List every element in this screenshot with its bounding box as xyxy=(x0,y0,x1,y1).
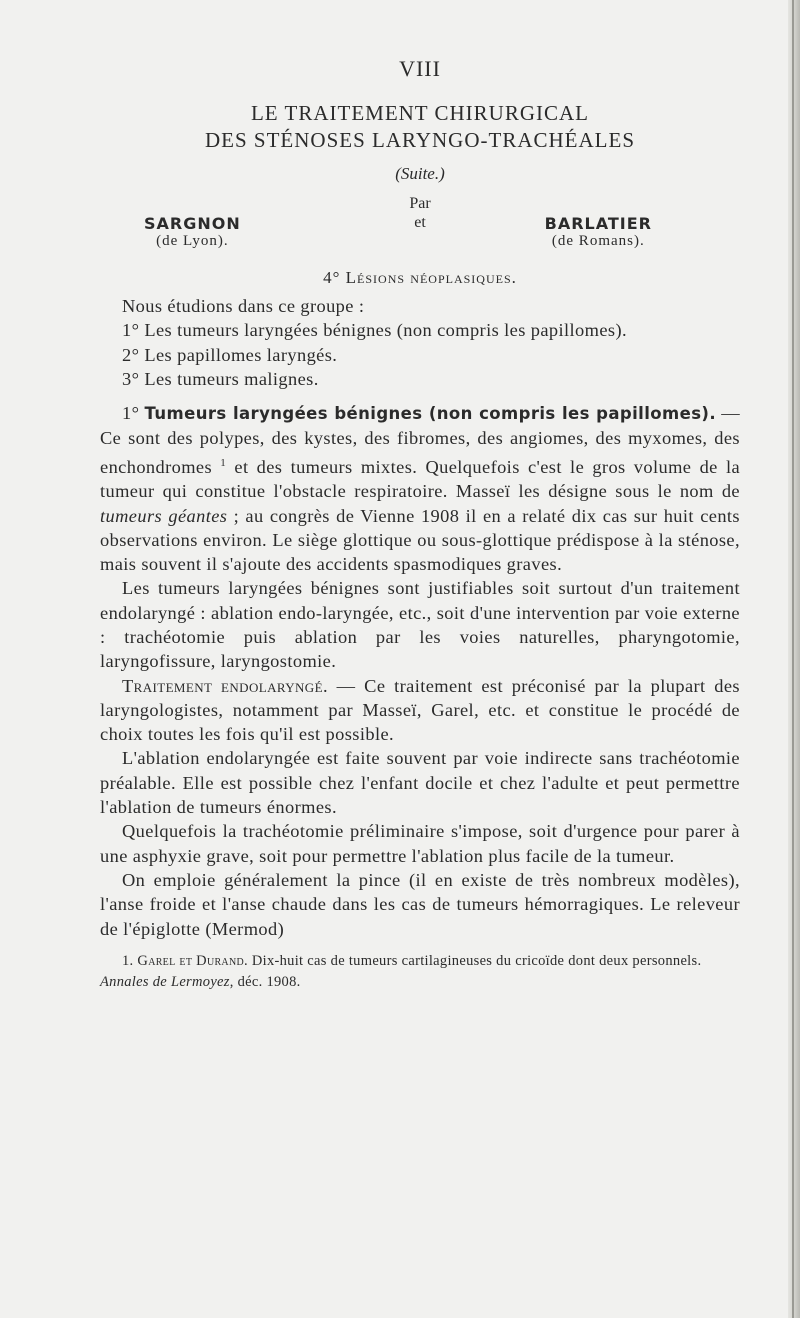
page-edge-line xyxy=(792,0,794,1318)
p1-text-a: — Ce sont des polypes, des kystes, des fibromes, des angiomes, des myxomes, des enchondromes xyxy=(100,403,740,477)
intro-lead: Nous étudions dans ce groupe : xyxy=(122,296,365,316)
title-line-1: LE TRAITEMENT CHIRURGICAL xyxy=(250,101,590,125)
et-label: et xyxy=(414,214,426,231)
author-barlatier xyxy=(545,214,652,250)
p3-heading: Traitement endolaryngé. xyxy=(122,675,328,696)
intro-item-3: 3° Les tumeurs malignes. xyxy=(122,368,319,389)
article-title xyxy=(100,100,740,154)
footnote-journal: Annales de Lermoyez xyxy=(100,973,230,990)
paragraph-benign-tumours xyxy=(100,401,740,576)
footnote-number: 1. xyxy=(122,952,134,969)
intro-item-1: 1° Les tumeurs laryngées bénignes (non compris les papillomes). xyxy=(122,320,627,341)
paragraph-endolaryngeal xyxy=(100,674,740,747)
p1-text-b: et des tumeurs mixtes. Quelquefois c'est le gros volume de la tumeur qui constitue l'obstacle respiratoire. Masseï les désigne sous le nom de xyxy=(100,456,741,502)
author-sargnon xyxy=(144,214,241,250)
par-label: Par xyxy=(409,195,431,212)
footnote-date: , déc. 1908. xyxy=(229,973,301,990)
p1-text-c: ; au congrès de Vienne 1908 il en a relaté dix cas sur huit cents observations environ. Le siège glottique ou sous-glottique prédispose à la sténose, mais souvent il s'ajoute des accidents spasmodiques graves. xyxy=(100,505,740,575)
authors-block xyxy=(100,194,740,254)
footnote-mark: 1 xyxy=(220,456,227,469)
paragraph-treatment-options: Les tumeurs laryngées bénignes sont justifiables soit surtout d'un traitement endolaryngé : ablation endo-laryngée, etc., soit d'une intervention par voie externe : trachéotomie puis ablation par les voies naturelles, pharyngotomie, laryngofissure, laryngostomie. xyxy=(100,578,740,672)
section-heading xyxy=(100,268,740,288)
author-place: (de Romans). xyxy=(551,233,645,249)
author-place: (de Lyon). xyxy=(156,233,229,249)
intro-item-2: 2° Les papillomes laryngés. xyxy=(122,344,338,365)
p1-number: 1° xyxy=(122,403,140,424)
author-name: BARLATIER xyxy=(544,214,652,233)
p3-text: — Ce traitement est préconisé par la plupart des laryngologistes, notamment par Masseï, Garel, etc. et constitue le procédé de choix toutes les fois qu'il est possible. xyxy=(100,675,740,745)
p1-heading: Tumeurs laryngées bénignes (non compris les papillomes). xyxy=(144,404,717,424)
page-number: VIII xyxy=(399,56,441,81)
footnote xyxy=(100,951,740,993)
footnote-authors: Garel et Durand. xyxy=(137,952,248,969)
page-content xyxy=(100,56,740,993)
p1-italic: tumeurs géantes xyxy=(100,505,228,526)
paragraph-tracheotomy: Quelquefois la trachéotomie préliminaire s'impose, soit d'urgence pour parer à une asphyxie grave, soit pour permettre l'ablation plus facile de la tumeur. xyxy=(100,821,740,866)
section-number: 4° xyxy=(323,268,341,287)
paragraph-instruments: On emploie généralement la pince (il en existe de très nombreux modèles), l'anse froide et l'anse chaude dans les cas de tumeurs hémorragiques. Le releveur de l'épiglotte (Mermod) xyxy=(100,869,740,939)
page-edge xyxy=(788,0,800,1318)
author-name: SARGNON xyxy=(144,214,241,233)
footnote-text: Dix-huit cas de tumeurs cartilagineuses du cricoïde dont deux personnels. xyxy=(247,952,702,969)
suite-label: (Suite.) xyxy=(395,164,445,183)
section-label: Lésions néoplasiques. xyxy=(345,268,517,287)
title-line-2: DES STÉNOSES LARYNGO-TRACHÉALES xyxy=(204,128,636,152)
paragraph-ablation: L'ablation endolaryngée est faite souvent par voie indirecte sans trachéotomie préalable. Elle est possible chez l'enfant docile et chez l'adulte et peut permettre l'ablation de tumeurs énormes. xyxy=(100,748,740,818)
